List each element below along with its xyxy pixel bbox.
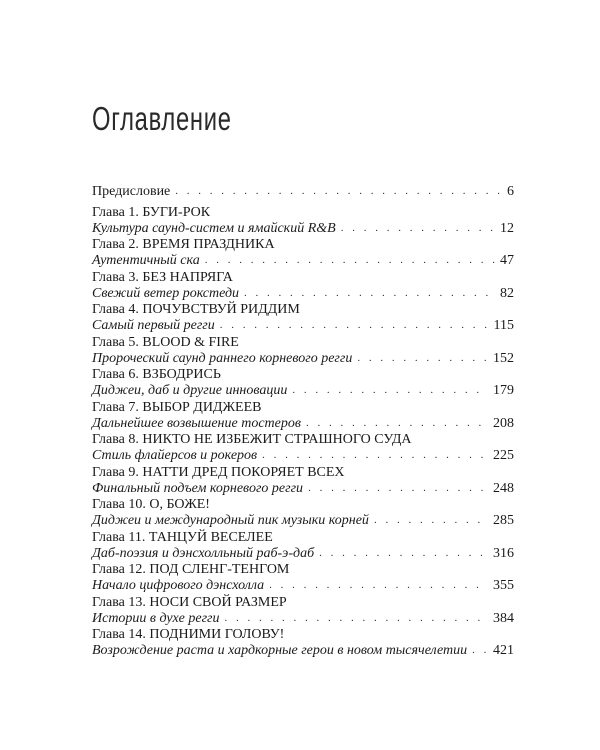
page-number: 355	[493, 578, 514, 593]
chapter-subtitle: Истории в духе регги	[92, 610, 220, 626]
entry-title: Предисловие	[92, 184, 171, 199]
dot-leader	[205, 252, 495, 269]
dot-leader	[175, 183, 502, 200]
dot-leader	[292, 382, 488, 399]
page-number: 285	[493, 513, 514, 528]
toc-entry[interactable]	[92, 237, 514, 270]
toc-entry[interactable]	[92, 562, 514, 595]
page-number: 384	[493, 610, 514, 626]
chapter-subtitle: Самый первый регги	[92, 318, 215, 333]
page-number: 248	[493, 480, 514, 496]
chapter-subtitle: Пророческий саунд раннего корневого регги	[92, 350, 353, 366]
dot-leader	[374, 512, 488, 529]
page-number: 225	[493, 448, 514, 463]
toc-entry[interactable]	[92, 205, 514, 238]
toc-entry[interactable]	[92, 302, 514, 335]
dot-leader	[357, 350, 488, 367]
chapter-subtitle: Культура саунд-систем и ямайский R&B	[92, 220, 336, 236]
page-number: 179	[493, 383, 514, 398]
chapter-subtitle: Диджеи, даб и другие инновации	[92, 383, 288, 398]
chapter-heading: Глава 11. ТАНЦУЙ ВЕСЕЛЕЕ	[92, 529, 273, 545]
chapter-heading: Глава 4. ПОЧУВСТВУЙ РИДДИМ	[92, 302, 300, 317]
chapter-subtitle: Свежий ветер рокстеди	[92, 285, 240, 301]
table-of-contents	[92, 184, 514, 660]
dot-leader	[244, 285, 495, 302]
page-number: 208	[493, 415, 514, 431]
page-number: 316	[493, 545, 514, 561]
toc-entry[interactable]	[92, 465, 514, 498]
page-number: 82	[500, 285, 514, 301]
dot-leader	[341, 220, 495, 237]
chapter-heading: Глава 6. ВЗБОДРИСЬ	[92, 367, 221, 382]
toc-entry[interactable]	[92, 335, 514, 368]
chapter-heading: Глава 9. НАТТИ ДРЕД ПОКОРЯЕТ ВСЕХ	[92, 464, 345, 480]
dot-leader	[225, 610, 488, 627]
page-number: 6	[507, 184, 514, 199]
toc-entry-preface[interactable]	[92, 184, 514, 201]
chapter-subtitle: Стиль флайерсов и рокеров	[92, 448, 258, 463]
toc-entry[interactable]	[92, 367, 514, 400]
dot-leader	[306, 415, 488, 432]
chapter-heading: Глава 3. БЕЗ НАПРЯГА	[92, 269, 233, 285]
dot-leader	[220, 317, 489, 334]
dot-leader	[472, 642, 488, 659]
page-number: 115	[493, 318, 514, 333]
toc-entry[interactable]	[92, 530, 514, 563]
toc-entry[interactable]	[92, 400, 514, 433]
chapter-subtitle: Диджеи и международный пик музыки корней	[92, 513, 369, 528]
chapter-subtitle: Начало цифрового дэнсхолла	[92, 578, 265, 593]
dot-leader	[308, 480, 488, 497]
chapter-heading: Глава 14. ПОДНИМИ ГОЛОВУ!	[92, 627, 285, 642]
page-title: Оглавление	[92, 100, 232, 137]
chapter-heading: Глава 13. НОСИ СВОЙ РАЗМЕР	[92, 594, 287, 610]
chapter-heading: Глава 7. ВЫБОР ДИДЖЕЕВ	[92, 399, 262, 415]
page-number: 12	[500, 220, 514, 236]
toc-entry[interactable]	[92, 270, 514, 303]
chapter-heading: Глава 5. BLOOD & FIRE	[92, 334, 239, 350]
toc-entry[interactable]	[92, 595, 514, 628]
chapter-heading: Глава 2. ВРЕМЯ ПРАЗДНИКА	[92, 237, 275, 252]
dot-leader	[262, 447, 488, 464]
toc-entry[interactable]	[92, 432, 514, 465]
page-number: 152	[493, 350, 514, 366]
dot-leader	[269, 577, 488, 594]
page-number: 421	[493, 643, 514, 658]
dot-leader	[319, 545, 488, 562]
toc-entry[interactable]	[92, 627, 514, 660]
chapter-subtitle: Финальный подъем корневого регги	[92, 480, 304, 496]
chapter-heading: Глава 1. БУГИ-РОК	[92, 204, 211, 220]
chapter-heading: Глава 10. О, БОЖЕ!	[92, 497, 210, 512]
chapter-subtitle: Даб-поэзия и дэнсхолльный раб-э-даб	[92, 545, 315, 561]
chapter-heading: Глава 8. НИКТО НЕ ИЗБЕЖИТ СТРАШНОГО СУДА	[92, 432, 412, 447]
toc-entry[interactable]	[92, 497, 514, 530]
chapter-subtitle: Возрождение раста и хардкорные герои в новом тысячелетии	[92, 643, 468, 658]
chapter-heading: Глава 12. ПОД СЛЕНГ-ТЕНГОМ	[92, 562, 290, 577]
chapter-subtitle: Аутентичный ска	[92, 253, 200, 268]
chapter-subtitle: Дальнейшее возвышение тостеров	[92, 415, 301, 431]
page-number: 47	[500, 253, 514, 268]
